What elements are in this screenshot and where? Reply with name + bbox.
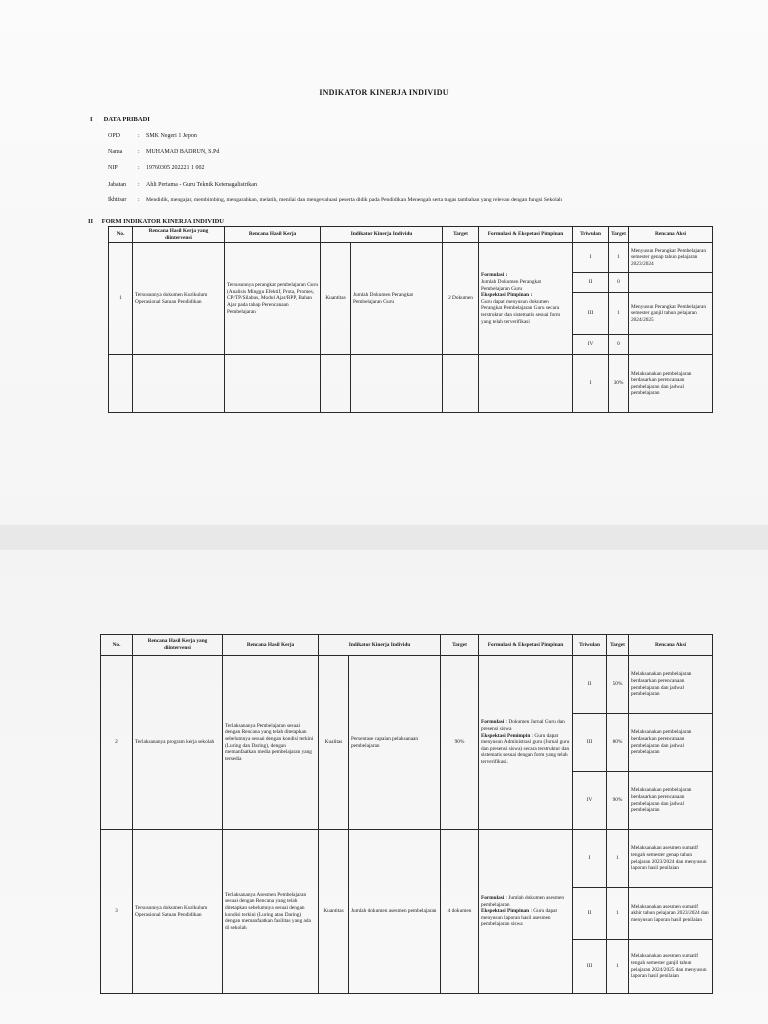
cell-rencana-aksi: Melaksanakan pembelajaran berdasarkan perencanaan pembelajaran dan jadwal pembelajaran (629, 656, 713, 714)
cell-triwulan: III (573, 293, 609, 335)
col-header-formulasi: Formulasi & Ekspetasi Pimpinan (479, 635, 573, 656)
formulasi-text: : Jumlah dokumen asesmen pembelajaran (481, 894, 564, 908)
cell-rencana-aksi (629, 273, 713, 293)
personal-label: Jabatan (108, 182, 126, 188)
personal-row-opd (108, 133, 197, 139)
table-header-row (101, 635, 713, 656)
table-row (101, 830, 713, 888)
cell-target-tw: 0 (609, 335, 629, 355)
personal-label: OPD (108, 133, 121, 139)
personal-value: 19760305 202221 1 002 (146, 165, 205, 171)
formulasi-label: Formulasi (481, 719, 505, 726)
col-header-target: Target (443, 227, 479, 243)
cell-target-tw: 1 (607, 888, 629, 940)
cell-rhk-intervensi: Tersusunnya dokumen Kurikulum Operasional Satuan Pendidikan (133, 830, 223, 994)
cell-target-tw: 1 (607, 830, 629, 888)
empty-cell (479, 355, 573, 413)
cell-triwulan: I (573, 830, 607, 888)
ekspektasi-label: Ekspektasi Pimpinan (481, 908, 530, 915)
cell-target: 4 dokumen (441, 830, 479, 994)
formulasi-label: Formulasi (481, 894, 505, 901)
cell-rhk: Terlaksananya Asesmen Pembelajaran sesuai dengan Rencana yang telah ditetapkan sebelumnya sesuai dengan kondisi terkini (Luring atau Daring) dengan memanfaatkan fasilitas yang ada di sekolah (223, 830, 319, 994)
personal-separator: : (138, 182, 140, 188)
document-page-2 (0, 550, 768, 1024)
cell-target-tw: 1 (607, 940, 629, 994)
cell-rhk: Terlaksananya Pembelajaran sesuai dengan Rencana yang telah ditetapkan sebelumnya sesuai dengan kondisi terkini (Luring dan Daring), dengan memanfaatkan media pembelajaran yang tersedia (223, 656, 319, 830)
empty-cell (109, 355, 133, 413)
cell-target-tw: 90% (607, 772, 629, 830)
cell-iki: Jumlah dokumen asesmen pembelajaran (349, 830, 441, 994)
col-header-target: Target (441, 635, 479, 656)
cell-target-tw: 50% (607, 656, 629, 714)
col-header-rhk-intervensi: Rencana Hasil Kerja yang diintervensi (133, 227, 225, 243)
cell-triwulan: II (573, 888, 607, 940)
cell-rhk-intervensi: Terlaksananya program kerja sekolah (133, 656, 223, 830)
cell-target: 2 Dokumen (443, 243, 479, 355)
empty-cell (443, 355, 479, 413)
col-header-rencana-aksi: Rencana Aksi (629, 227, 713, 243)
ekspektasi-label: Ekspektasi Pemimpin (481, 732, 531, 739)
cell-triwulan: I (573, 355, 609, 413)
col-header-triwulan: Triwulan (573, 227, 609, 243)
personal-separator: : (138, 133, 140, 139)
cell-formulasi (479, 656, 573, 830)
section-number: II (88, 218, 94, 225)
cell-formulasi (479, 830, 573, 994)
col-header-iki: Indikator Kinerja Individu (319, 635, 441, 656)
cell-rencana-aksi: Melaksanakan pembelajaran berdasarkan perencanaan pembelajaran dan jadwal pembelajaran (629, 355, 713, 413)
col-header-triwulan: Triwulan (573, 635, 607, 656)
cell-target-tw: 1 (609, 293, 629, 335)
personal-value: MUHAMAD BADRUN, S.Pd (146, 149, 220, 155)
cell-triwulan: III (573, 714, 607, 772)
personal-row-jabatan (108, 182, 257, 188)
cell-target-tw: 0 (609, 273, 629, 293)
cell-triwulan: III (573, 940, 607, 994)
col-header-formulasi: Formulasi & Ekspetasi Pimpinan (479, 227, 573, 243)
cell-triwulan: IV (573, 772, 607, 830)
formulasi-label: Formulasi : (481, 272, 508, 279)
personal-separator: : (138, 197, 140, 203)
col-header-no: No. (109, 227, 133, 243)
iki-table-page-1 (108, 226, 713, 413)
cell-rencana-aksi: Melaksanakan asesmen sumatif akhir tahun pelajaran 2023/2024 dan menyusun laporan hasil penilaian (629, 888, 713, 940)
col-header-rencana-aksi: Rencana Aksi (629, 635, 713, 656)
cell-target-tw: 30% (609, 355, 629, 413)
cell-triwulan: II (573, 656, 607, 714)
section-data-pribadi (90, 116, 150, 123)
iki-table-page-2 (100, 634, 713, 994)
cell-target-tw: 80% (607, 714, 629, 772)
personal-label: NIP (108, 165, 118, 171)
cell-rencana-aksi: Menyusun Perangkat Pembelajaran semester genap tahun pelajaran 2023/2024 (629, 243, 713, 273)
cell-rencana-aksi: Melaksanakan asesmen sumatif tengah semester genap tahun pelajaran 2023/2024 dan menyusun laporan hasil penilaian (629, 830, 713, 888)
cell-iki: Persentase capaian pelaksanaan pembelajaran (349, 656, 441, 830)
cell-aspek: Kualitas (319, 656, 349, 830)
cell-rhk: Tersusunnya perangkat pembelajaran Guru (Analisis Minggu Efektif, Prota, Promes, CP/TP/Silabus, Modul Ajar/RPP, Bahan Ajar pada tahap Perencanaan Pembelajaran (225, 243, 321, 355)
formulasi-text: : Dokumen Jurnal Guru dan presensi siswa (481, 719, 565, 732)
col-header-target-tw: Target (609, 227, 629, 243)
cell-target: 90% (441, 656, 479, 830)
personal-row-nama (108, 149, 219, 155)
table-row-partial (109, 355, 713, 413)
section-number: I (90, 116, 93, 123)
personal-label: Nama (108, 149, 123, 155)
personal-separator: : (138, 165, 140, 171)
table-row (109, 243, 713, 273)
cell-aspek: Kuantitas (321, 243, 351, 355)
personal-separator: : (138, 149, 140, 155)
personal-value: Mendidik, mengajar, membimbing, mengarahkan, melatih, menilai dan mengevaluasi peserta didik pada Pendidikan Menengah serta tugas tambahan yang relevan dengan fungsi Sekolah (146, 197, 562, 203)
table-header-row (109, 227, 713, 243)
cell-rencana-aksi: Melaksanakan asesmen sumatif tengah semester ganjil tahun pelajaran 2024/2025 dan menyusun laporan hasil penilaian (629, 940, 713, 994)
col-header-iki: Indikator Kinerja Individu (321, 227, 443, 243)
empty-cell (225, 355, 321, 413)
cell-rencana-aksi: Melaksanakan pembelajaran berdasarkan perencanaan pembelajaran dan jadwal pembelajaran (629, 772, 713, 830)
personal-label: Ikhtisar (108, 197, 127, 203)
cell-rencana-aksi (629, 335, 713, 355)
col-header-target-tw: Target (607, 635, 629, 656)
ekspektasi-label: Ekspektasi Pimpinan : (481, 292, 533, 299)
personal-row-nip (108, 165, 205, 171)
cell-no: 2 (101, 656, 133, 830)
cell-no: 3 (101, 830, 133, 994)
table-row (101, 656, 713, 714)
personal-row-ikhtisar (108, 197, 718, 203)
ekspektasi-text: : Guru dapat menyusun Administrasi guru (Jurnal guru dan presensi siswa) secara terstruktur dan sistematis sesuai dengan form yang telah terverifikasi. (481, 732, 570, 766)
col-header-no: No. (101, 635, 133, 656)
section-label: DATA PRIBADI (103, 116, 150, 123)
empty-cell (133, 355, 225, 413)
cell-formulasi (479, 243, 573, 355)
cell-triwulan: IV (573, 335, 609, 355)
ekspektasi-text: : Guru dapat menyusun laporan hasil asesmen pembelajaran siswa (481, 908, 557, 928)
section-label: FORM INDIKATOR KINERJA INDIVIDU (101, 218, 224, 225)
cell-triwulan: I (573, 243, 609, 273)
personal-value: SMK Negeri 1 Jepon (146, 133, 197, 139)
empty-cell (321, 355, 351, 413)
cell-rencana-aksi: Melaksanakan pembelajaran berdasarkan perencanaan pembelajaran dan jadwal pembelajaran (629, 714, 713, 772)
ekspektasi-text: Guru dapat menyusun dokumen Perangkat Pembelajaran Guru secara terstruktur dan sistematis sesuai form yang telah terverifikasi (481, 298, 561, 325)
cell-rencana-aksi: Menyusun Perangkat Pembelajaran semester ganjil tahun pelajaran 2024/2025 (629, 293, 713, 335)
col-header-rhk: Rencana Hasil Kerja (223, 635, 319, 656)
cell-iki: Jumlah Dokumen Perangkat Pembelajaran Guru (351, 243, 443, 355)
cell-no: 1 (109, 243, 133, 355)
document-title: INDIKATOR KINERJA INDIVIDU (319, 88, 449, 97)
col-header-rhk-intervensi: Rencana Hasil Kerja yang diintervensi (133, 635, 223, 656)
empty-cell (351, 355, 443, 413)
personal-value: Ahli Pertama - Guru Teknik Ketenagalistrikan (146, 182, 257, 188)
cell-target-tw: 1 (609, 243, 629, 273)
section-form-iki (88, 218, 224, 225)
cell-rhk-intervensi: Tersusunnya dokumen Kurikulum Operasional Satuan Pendidikan (133, 243, 225, 355)
formulasi-text: Jumlah Dokumen Perangkat Pembelajaran Guru (481, 278, 542, 292)
cell-triwulan: II (573, 273, 609, 293)
col-header-rhk: Rencana Hasil Kerja (225, 227, 321, 243)
cell-aspek: Kuantitas (319, 830, 349, 994)
